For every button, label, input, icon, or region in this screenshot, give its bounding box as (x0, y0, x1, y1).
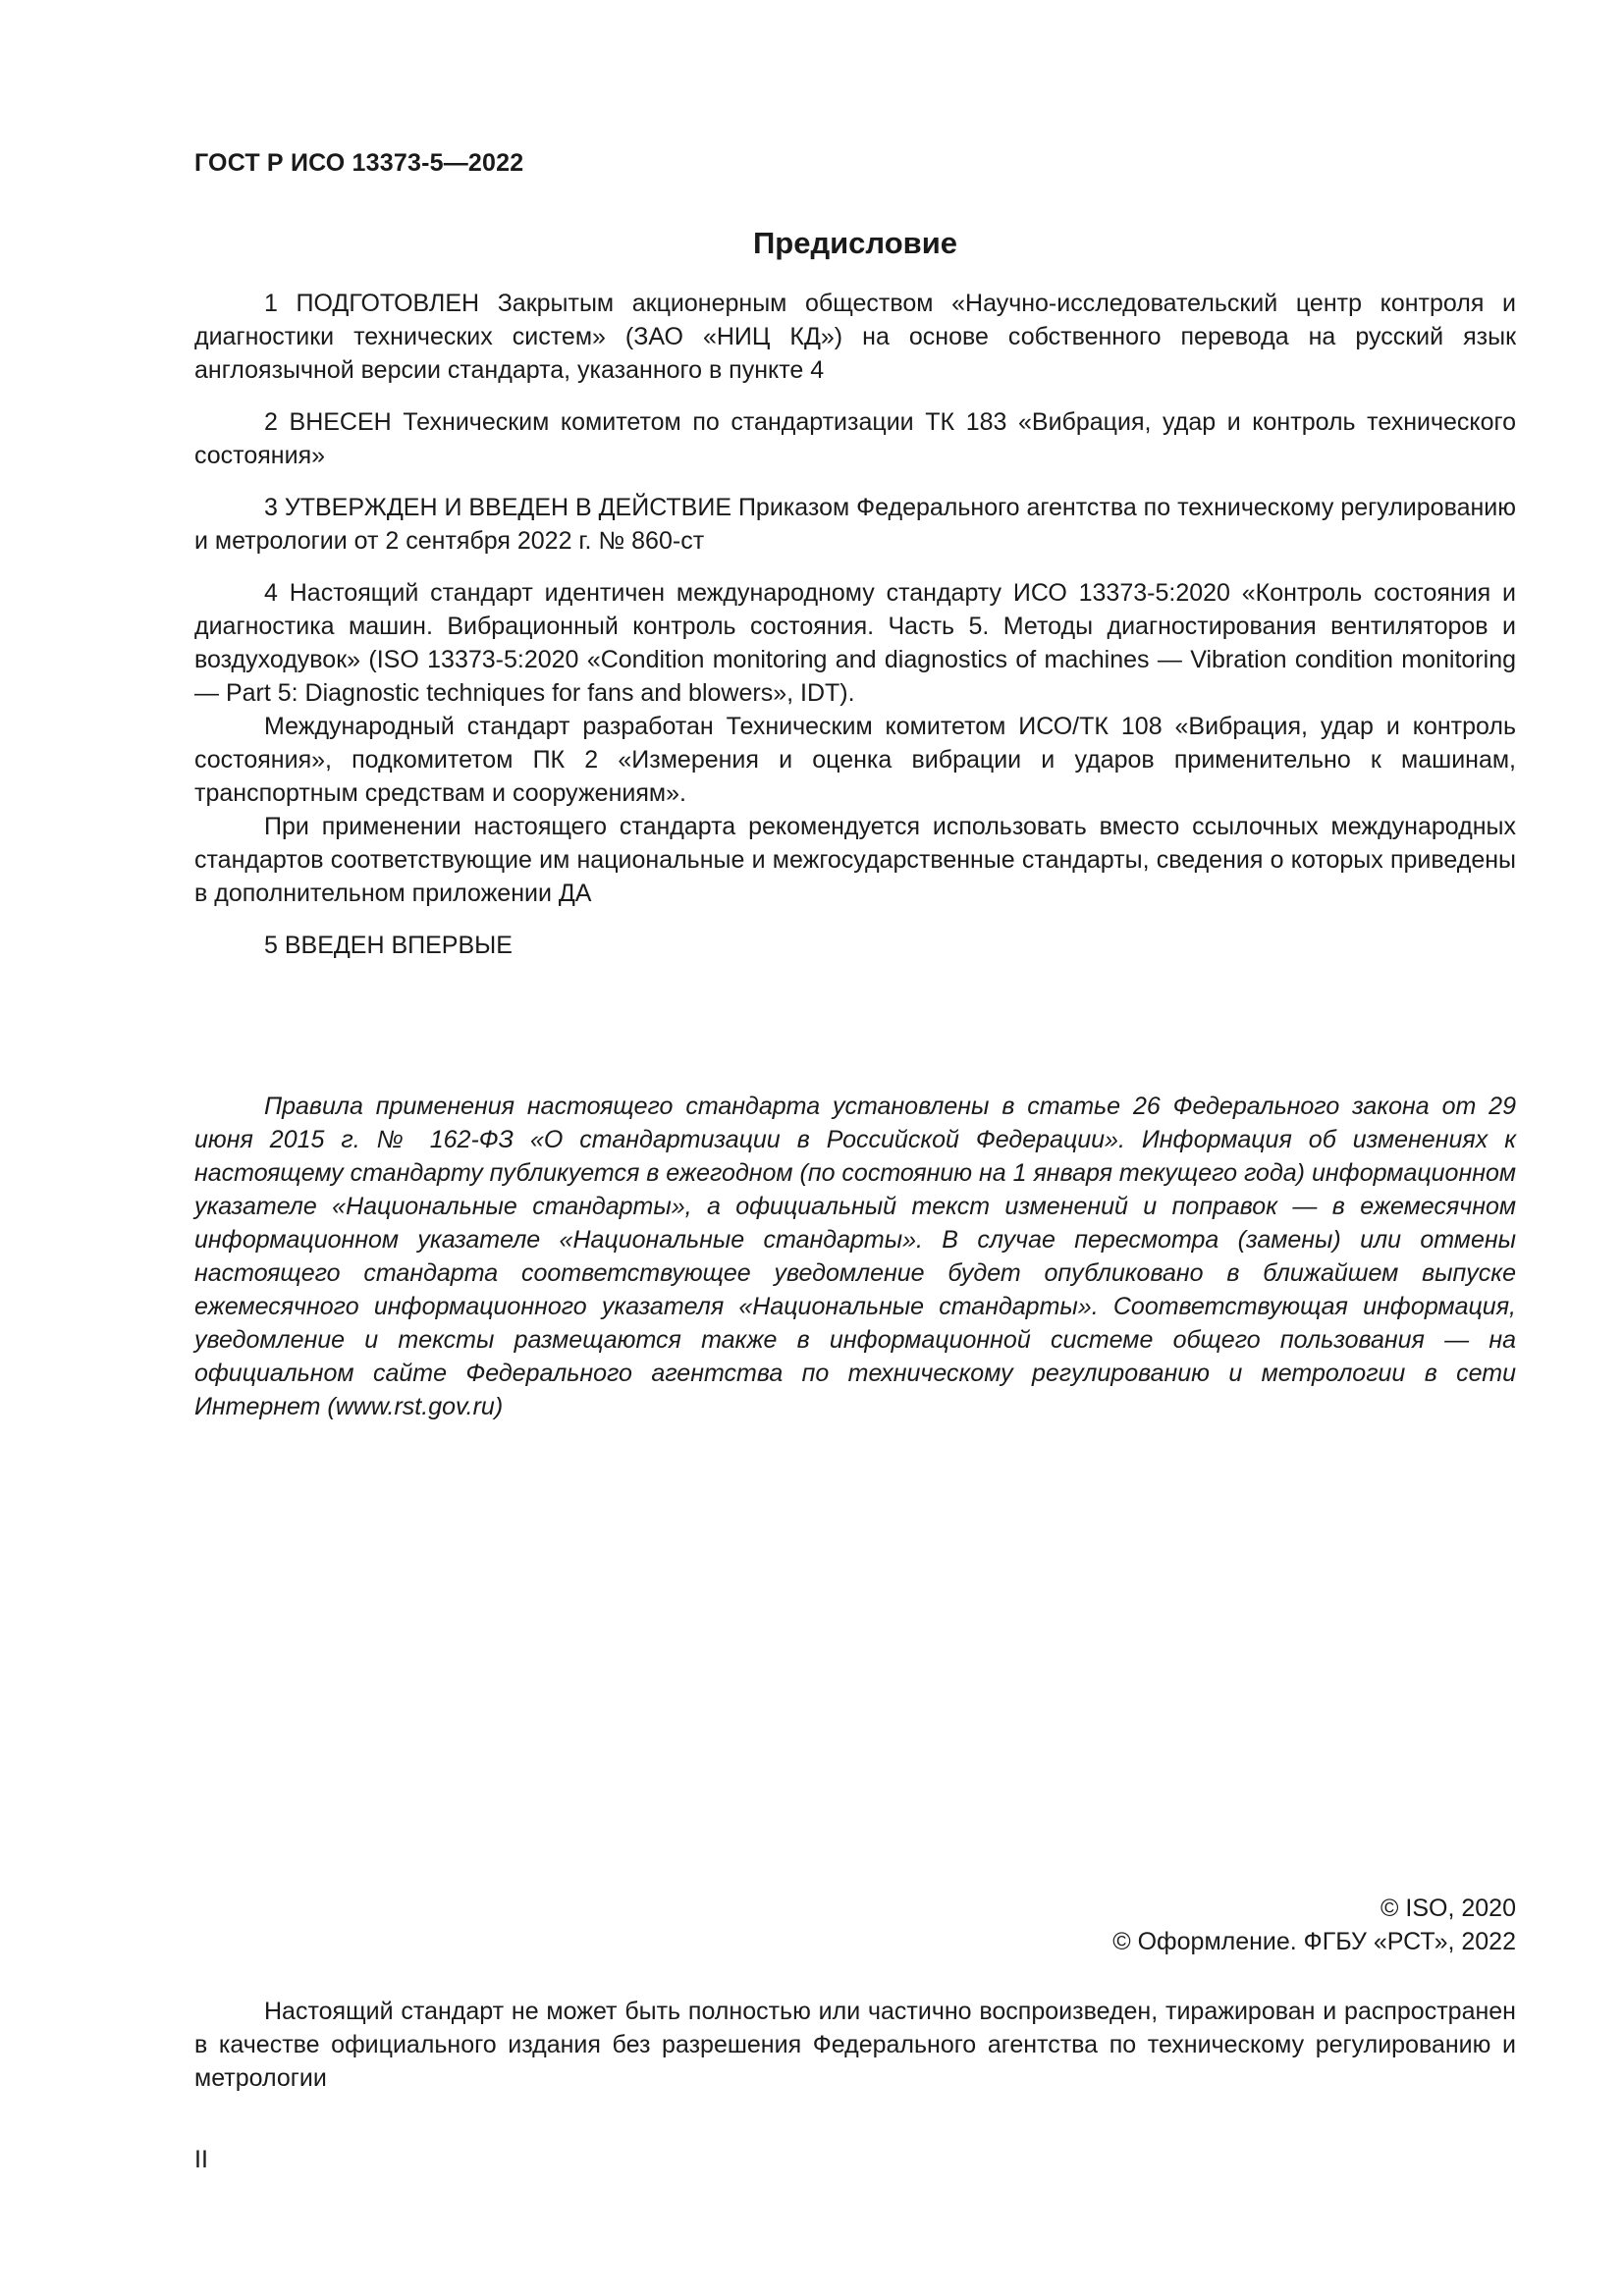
foreword-item-4-sub-2: При применении настоящего стандарта рекомендуется использовать вместо ссылочных международных стандартов соответствующие им национальные и межгосударственные стандарты, сведения о которых приведены в дополнительном приложении ДА (194, 813, 1516, 907)
foreword-item-1: 1 ПОДГОТОВЛЕН Закрытым акционерным обществом «Научно-исследовательский центр контроля и диагностики технических систем» (ЗАО «НИЦ КД») на основе собственного перевода на русский язык англоязычной версии стандарта, указанного в пункте 4 (194, 290, 1516, 384)
foreword-item-2: 2 ВНЕСЕН Техническим комитетом по стандартизации ТК 183 «Вибрация, удар и контроль технического состояния» (194, 408, 1516, 469)
copyright-design: © Оформление. ФГБУ «РСТ», 2022 (1112, 1928, 1516, 1955)
page-title: Предисловие (752, 226, 957, 260)
foreword-item-3: 3 УТВЕРЖДЕН И ВВЕДЕН В ДЕЙСТВИЕ Приказом Федерального агентства по техническому регулированию и метрологии от 2 сентября 2022 г. № 860-ст (194, 494, 1516, 555)
foreword-item-5: 5 ВВЕДЕН ВПЕРВЫЕ (264, 932, 513, 959)
document-header: ГОСТ Р ИСО 13373-5—2022 (194, 149, 524, 177)
copyright-iso: © ISO, 2020 (1380, 1895, 1516, 1922)
foreword-body (194, 287, 1516, 962)
foreword-item-4: 4 Настоящий стандарт идентичен международному стандарту ИСО 13373-5:2020 «Контроль состояния и диагностика машин. Вибрационный контроль состояния. Часть 5. Методы диагностирования вентиляторов и воздуходувок» (ISO 13373-5:2020 «Condition monitoring and diagnostics of machines — Vibration condition monitoring — Part 5: Diagnostic techniques for fans and blowers», IDT). (194, 579, 1516, 707)
copyright-block (1112, 1892, 1516, 1958)
foreword-item-4-sub-1: Международный стандарт разработан Техническим комитетом ИСО/ТК 108 «Вибрация, удар и контроль состояния», подкомитетом ПК 2 «Измерения и оценка вибрации и ударов применительно к машинам, транспортным средствам и сооружениям». (194, 713, 1516, 807)
page-number: II (194, 2146, 208, 2173)
usage-rules-notice: Правила применения настоящего стандарта установлены в статье 26 Федерального закона от 29 июня 2015 г. № 162-ФЗ «О стандартизации в Российской Федерации». Информация об изменениях к настоящему стандарту публикуется в ежегодном (по состоянию на 1 января текущего года) информационном указателе «Национальные стандарты», а официальный текст изменений и поправок — в ежемесячном информационном указателе «Национальные стандарты». В случае пересмотра (замены) или отмены настоящего стандарта соответствующее уведомление будет опубликовано в ближайшем выпуске ежемесячного информационного указателя «Национальные стандарты». Соответствующая информация, уведомление и тексты размещаются также в информационной системе общего пользования — на официальном сайте Федерального агентства по техническому регулированию и метрологии в сети Интернет (www.rst.gov.ru) (194, 1093, 1517, 1420)
reproduction-rights-notice: Настоящий стандарт не может быть полностью или частично воспроизведен, тиражирован и распространен в качестве официального издания без разрешения Федерального агентства по техническому регулированию и метрологии (194, 1998, 1516, 2092)
